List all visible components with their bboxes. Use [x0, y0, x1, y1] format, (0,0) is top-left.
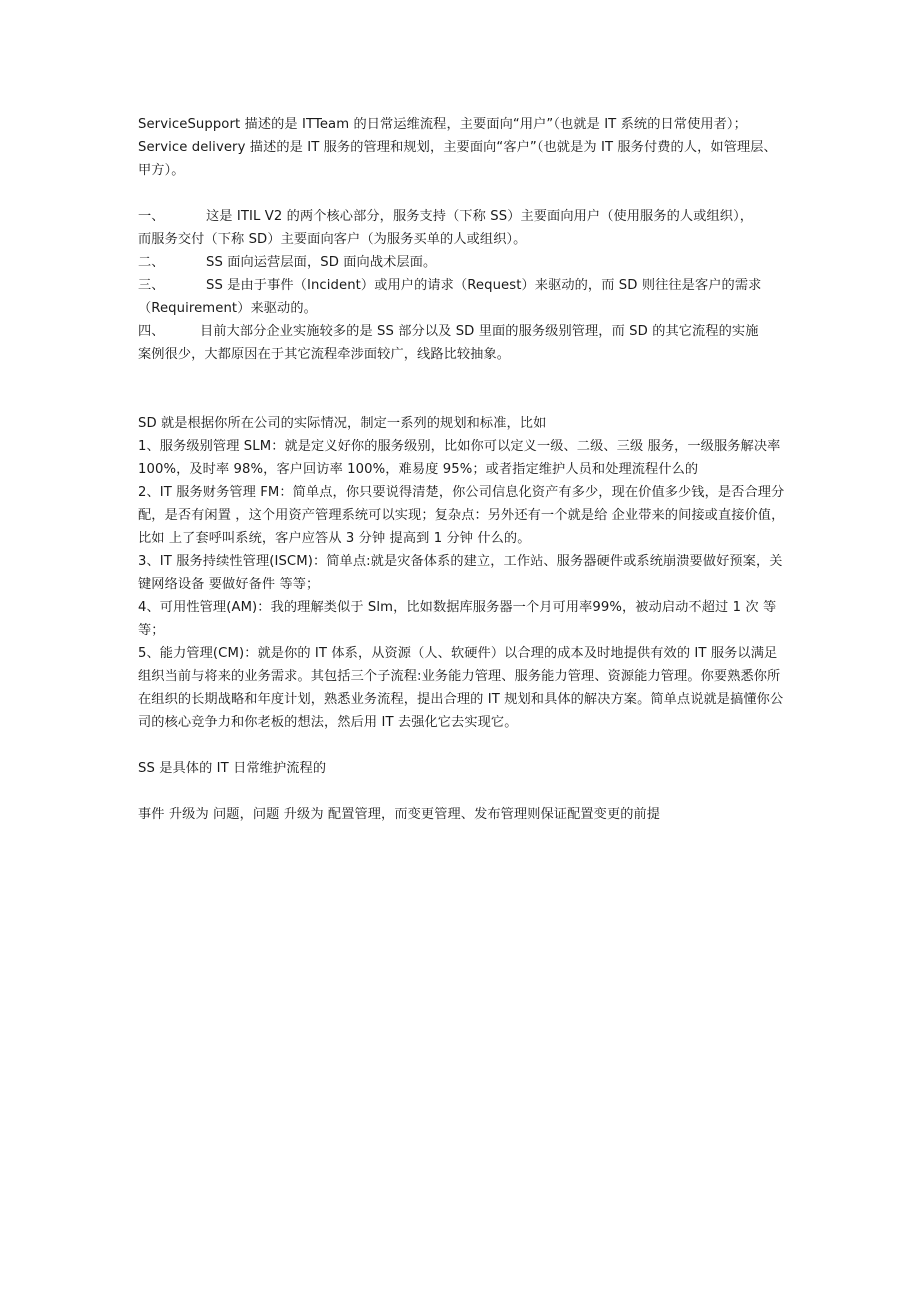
sd-item-iscm: 3、IT 服务持续性管理(ISCM)：简单点:就是灾备体系的建立，工作站、服务器硬件或系统崩溃要做好预案，关键网络设备 要做好备件 等等；	[138, 554, 783, 592]
spacer	[138, 780, 786, 803]
point-text: SS 面向运营层面，SD 面向战术层面。	[206, 255, 437, 270]
numbered-point	[138, 274, 786, 320]
numbered-point	[138, 320, 786, 366]
spacer	[138, 182, 786, 205]
sd-item-am: 4、可用性管理(AM)：我的理解类似于 Slm，比如数据库服务器一个月可用率99%，被动启动不超过 1 次 等等；	[138, 600, 777, 638]
spacer	[138, 366, 786, 412]
point-number: 四、	[138, 324, 165, 339]
numbered-point	[138, 205, 786, 251]
numbered-point	[138, 251, 786, 274]
sd-item-cm: 5、能力管理(CM)：就是你的 IT 体系，从资源（人、软硬件）以合理的成本及时地提供有效的 IT 服务以满足组织当前与将来的业务需求。其包括三个子流程:业务能力管理、服务能力管理、资源能力管理。你要熟悉你所在组织的长期战略和年度计划，熟悉业务流程，提出合理的 IT 规划和具体的解决方案。简单点说就是搞懂你公司的核心竞争力和你老板的想法，然后用 IT 去强化它去实现它。	[138, 646, 784, 730]
point-number: 二、	[138, 255, 165, 270]
sd-item-fm: 2、IT 服务财务管理 FM：简单点，你只要说得清楚，你公司信息化资产有多少，现在价值多少钱，是否合理分配，是否有闲置 ，这个用资产管理系统可以实现；复杂点：另外还有一个就是给 企业带来的间接或直接价值，比如 上了套呼叫系统，客户应答从 3 分钟 提高到 1 分钟 什么的。	[138, 485, 785, 546]
sd-heading: SD 就是根据你所在公司的实际情况，制定一系列的规划和标准，比如	[138, 416, 547, 431]
point-number: 一、	[138, 209, 165, 224]
document-page	[138, 113, 786, 826]
point-continuation: （Requirement）来驱动的。	[138, 301, 317, 316]
point-continuation: 而服务交付（下称 SD）主要面向客户（为服务买单的人或组织）。	[138, 232, 527, 247]
point-text: 目前大部分企业实施较多的是 SS 部分以及 SD 里面的服务级别管理，而 SD 的其它流程的实施	[200, 324, 759, 339]
point-number: 三、	[138, 278, 165, 293]
point-text: SS 是由于事件（Incident）或用户的请求（Request）来驱动的，而 SD 则往往是客户的需求	[206, 278, 762, 293]
ss-flow: 事件 升级为 问题，问题 升级为 配置管理，而变更管理、发布管理则保证配置变更的前提	[138, 807, 661, 822]
point-text: 这是 ITIL V2 的两个核心部分，服务支持（下称 SS）主要面向用户（使用服务的人或组织），	[206, 209, 754, 224]
spacer	[138, 734, 786, 757]
sd-item-slm: 1、服务级别管理 SLM：就是定义好你的服务级别，比如你可以定义一级、二级、三级 服务，一级服务解决率 100%，及时率 98%，客户回访率 100%，难易度 95%；或者指定维护人员和处理流程什么的	[138, 439, 781, 477]
intro-line-service-support: ServiceSupport 描述的是 ITTeam 的日常运维流程，主要面向“用户”（也就是 IT 系统的日常使用者）；	[138, 117, 747, 132]
point-continuation: 案例很少，大都原因在于其它流程牵涉面较广，线路比较抽象。	[138, 347, 511, 362]
intro-line-service-delivery: Service delivery 描述的是 IT 服务的管理和规划，主要面向“客户”（也就是为 IT 服务付费的人，如管理层、甲方）。	[138, 140, 777, 178]
ss-heading: SS 是具体的 IT 日常维护流程的	[138, 761, 327, 776]
